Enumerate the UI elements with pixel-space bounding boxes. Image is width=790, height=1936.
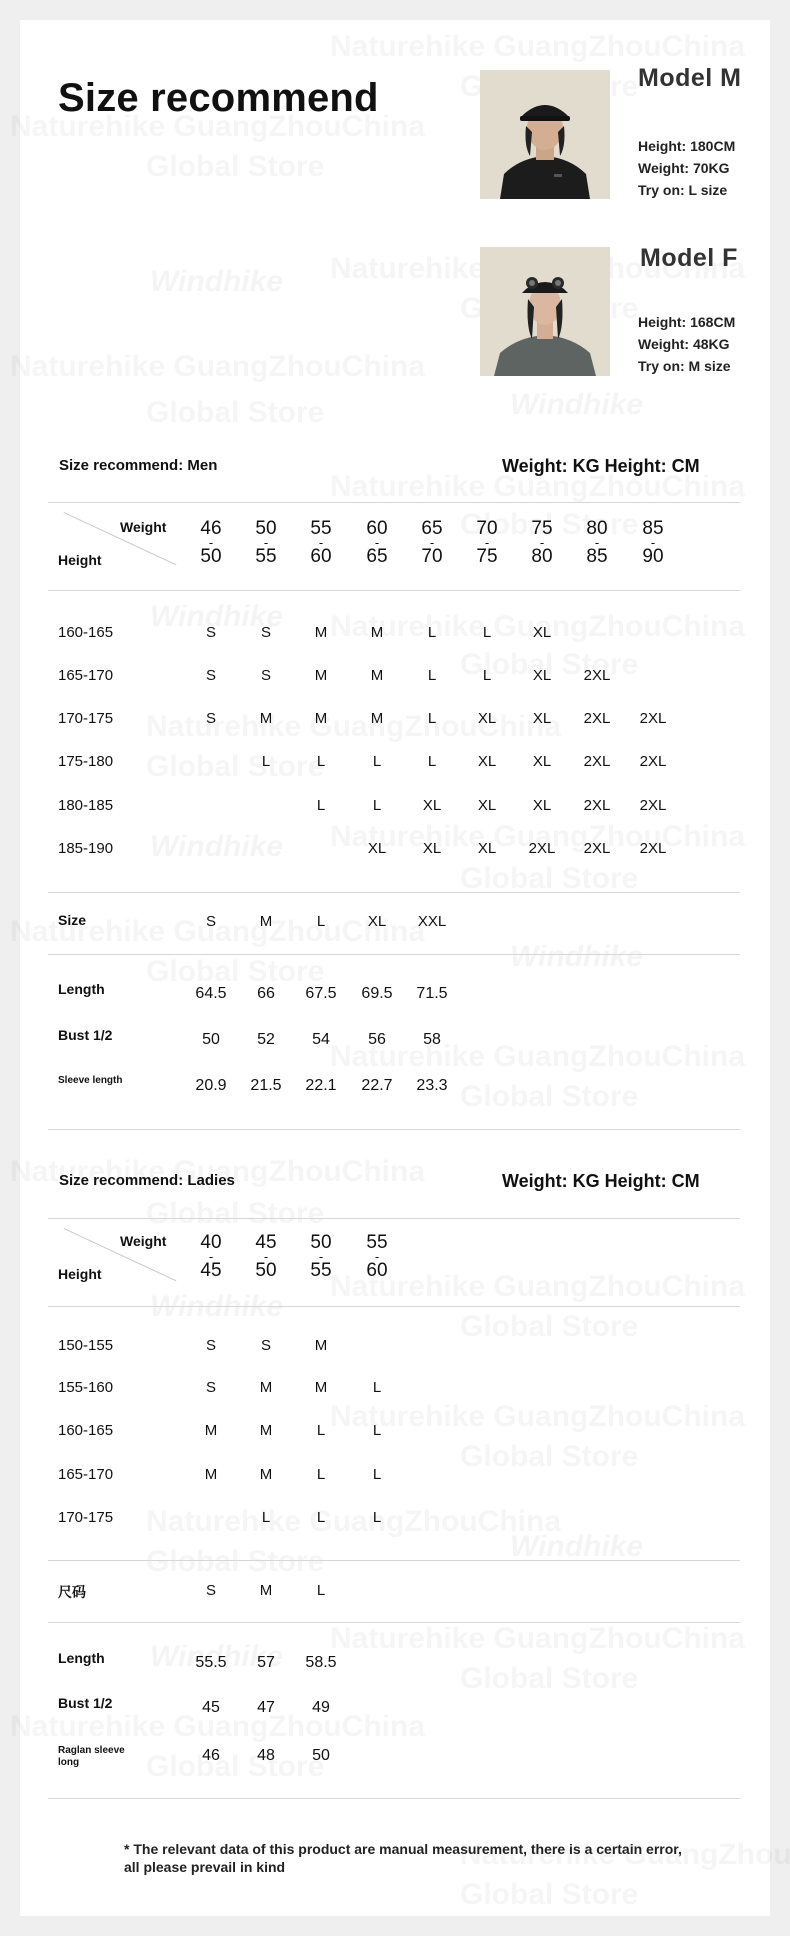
weight-range-to: 70 xyxy=(421,546,443,567)
weight-range-from: 50 xyxy=(255,518,277,539)
weight-range-to: 50 xyxy=(200,546,222,567)
size-cell: L xyxy=(427,710,437,727)
size-cell: S xyxy=(205,667,216,684)
size-cell: XL xyxy=(532,667,552,684)
weight-range-to: 60 xyxy=(366,1260,388,1281)
size-cell: XL xyxy=(422,797,442,814)
size-cell: XL xyxy=(367,840,387,857)
ladies-units-label: Weight: KG Height: CM xyxy=(502,1171,700,1191)
measurement-label: Raglan sleeve long xyxy=(58,1745,125,1768)
weight-range-from: 50 xyxy=(310,1232,332,1253)
weight-range-header xyxy=(183,1234,239,1280)
size-header-cell: XXL xyxy=(417,913,447,930)
measurement-value: 57 xyxy=(257,1654,275,1671)
ladies-weight-header: Weight xyxy=(120,1233,167,1249)
weight-range-from: 46 xyxy=(200,518,222,539)
weight-range-header xyxy=(238,1234,294,1280)
weight-range-from: 70 xyxy=(476,518,498,539)
measurement-label: Bust 1/2 xyxy=(58,1027,113,1043)
weight-range-to: 75 xyxy=(476,546,498,567)
page-title: Size recommend xyxy=(58,76,379,120)
range-dash: - xyxy=(208,1249,214,1264)
size-cell: L xyxy=(372,1509,382,1526)
weight-range-to: 80 xyxy=(531,546,553,567)
weight-range-header xyxy=(625,520,681,566)
size-cell: L xyxy=(372,1422,382,1439)
weight-range-header xyxy=(569,520,625,566)
size-cell: L xyxy=(427,753,437,770)
height-range-label: 175-180 xyxy=(58,753,114,770)
measurement-value: 71.5 xyxy=(416,985,448,1002)
weight-range-header xyxy=(349,1234,405,1280)
weight-range-from: 75 xyxy=(531,518,553,539)
size-cell: M xyxy=(204,1422,218,1439)
size-cell: M xyxy=(204,1466,218,1483)
divider xyxy=(48,590,740,591)
size-cell: 2XL xyxy=(583,753,611,770)
divider xyxy=(48,502,740,503)
size-cell: M xyxy=(314,1337,328,1354)
measurement-label: Bust 1/2 xyxy=(58,1695,113,1711)
size-cell: S xyxy=(260,1337,271,1354)
size-chart-sheet xyxy=(20,20,770,1916)
measurement-value: 66 xyxy=(257,985,275,1002)
measurement-value: 47 xyxy=(257,1699,275,1716)
size-cell: L xyxy=(482,624,492,641)
model-f-weight: Weight: 48KG xyxy=(638,336,730,352)
height-range-label: 165-170 xyxy=(58,667,114,684)
size-cell: XL xyxy=(532,797,552,814)
size-cell: 2XL xyxy=(528,840,556,857)
measurement-value: 23.3 xyxy=(416,1077,448,1094)
size-cell: L xyxy=(316,1422,326,1439)
weight-range-from: 55 xyxy=(366,1232,388,1253)
size-cell: 2XL xyxy=(583,667,611,684)
weight-range-from: 45 xyxy=(255,1232,277,1253)
weight-range-from: 85 xyxy=(642,518,664,539)
weight-range-from: 60 xyxy=(366,518,388,539)
weight-range-header xyxy=(293,520,349,566)
size-cell: L xyxy=(427,624,437,641)
size-cell: 2XL xyxy=(583,840,611,857)
range-dash: - xyxy=(263,1249,269,1264)
size-cell: XL xyxy=(532,753,552,770)
size-cell: 2XL xyxy=(639,840,667,857)
measurement-value: 45 xyxy=(202,1699,220,1716)
size-cell: L xyxy=(372,1379,382,1396)
range-dash: - xyxy=(318,1249,324,1264)
measurement-value: 58.5 xyxy=(305,1654,337,1671)
height-range-label: 160-165 xyxy=(58,624,114,641)
measurement-value: 54 xyxy=(312,1031,330,1048)
measurement-value: 46 xyxy=(202,1747,220,1764)
weight-range-to: 55 xyxy=(255,546,277,567)
divider xyxy=(48,1560,740,1561)
size-header-cell: S xyxy=(205,1582,216,1599)
measurement-value: 48 xyxy=(257,1747,275,1764)
size-cell: M xyxy=(370,710,384,727)
size-cell: M xyxy=(314,624,328,641)
model-f-tryon: Try on: M size xyxy=(638,358,731,374)
weight-range-from: 40 xyxy=(200,1232,222,1253)
weight-range-header xyxy=(183,520,239,566)
weight-range-header xyxy=(349,520,405,566)
size-cell: L xyxy=(372,1466,382,1483)
weight-range-from: 55 xyxy=(310,518,332,539)
size-cell: XL xyxy=(477,710,497,727)
size-cell: XL xyxy=(477,753,497,770)
weight-range-header xyxy=(238,520,294,566)
size-cell: M xyxy=(259,710,273,727)
size-cell: M xyxy=(314,710,328,727)
height-range-label: 160-165 xyxy=(58,1422,114,1439)
divider xyxy=(48,1306,740,1307)
height-range-label: 170-175 xyxy=(58,710,114,727)
height-range-label: 150-155 xyxy=(58,1337,114,1354)
size-cell: L xyxy=(316,1466,326,1483)
size-cell: L xyxy=(372,797,382,814)
size-header-cell: S xyxy=(205,913,216,930)
size-cell: XL xyxy=(532,624,552,641)
range-dash: - xyxy=(484,535,490,550)
size-cell: XL xyxy=(422,840,442,857)
measurement-value: 55.5 xyxy=(195,1654,227,1671)
men-units-label: Weight: KG Height: CM xyxy=(502,456,700,476)
men-weight-header: Weight xyxy=(120,519,167,535)
size-cell: L xyxy=(316,797,326,814)
size-cell: S xyxy=(205,1337,216,1354)
size-cell: 2XL xyxy=(639,797,667,814)
range-dash: - xyxy=(374,1249,380,1264)
ladies-height-header: Height xyxy=(58,1266,102,1282)
ladies-size-label: 尺码 xyxy=(58,1584,86,1600)
measurement-label: Sleeve length xyxy=(58,1075,123,1086)
range-dash: - xyxy=(263,535,269,550)
measurement-value: 56 xyxy=(368,1031,386,1048)
measurement-value: 50 xyxy=(202,1031,220,1048)
range-dash: - xyxy=(594,535,600,550)
range-dash: - xyxy=(650,535,656,550)
divider xyxy=(48,1798,740,1799)
size-cell: 2XL xyxy=(639,753,667,770)
size-cell: XL xyxy=(477,797,497,814)
divider xyxy=(48,1622,740,1623)
weight-range-to: 60 xyxy=(310,546,332,567)
size-cell: M xyxy=(259,1466,273,1483)
size-cell: S xyxy=(205,624,216,641)
measurement-value: 49 xyxy=(312,1699,330,1716)
size-cell: XL xyxy=(477,840,497,857)
ladies-section-title: Size recommend: Ladies xyxy=(59,1172,235,1189)
range-dash: - xyxy=(208,535,214,550)
measurement-value: 58 xyxy=(423,1031,441,1048)
model-m-tryon: Try on: L size xyxy=(638,182,728,198)
height-range-label: 180-185 xyxy=(58,797,114,814)
size-header-cell: M xyxy=(259,1582,273,1599)
measurement-label: Length xyxy=(58,1650,105,1666)
height-range-label: 165-170 xyxy=(58,1466,114,1483)
size-cell: S xyxy=(205,1379,216,1396)
size-cell: L xyxy=(482,667,492,684)
weight-range-to: 85 xyxy=(586,546,608,567)
weight-range-to: 50 xyxy=(255,1260,277,1281)
weight-range-header xyxy=(404,520,460,566)
range-dash: - xyxy=(374,535,380,550)
divider xyxy=(48,954,740,955)
measurement-value: 67.5 xyxy=(305,985,337,1002)
measurement-value: 22.1 xyxy=(305,1077,337,1094)
size-header-cell: M xyxy=(259,913,273,930)
model-f-photo xyxy=(480,247,610,376)
weight-range-from: 80 xyxy=(586,518,608,539)
measurement-value: 20.9 xyxy=(195,1077,227,1094)
size-cell: M xyxy=(259,1379,273,1396)
size-cell: M xyxy=(259,1422,273,1439)
model-m-photo xyxy=(480,70,610,199)
size-cell: M xyxy=(370,667,384,684)
size-cell: 2XL xyxy=(583,797,611,814)
size-header-cell: L xyxy=(316,913,326,930)
measurement-label: Length xyxy=(58,981,105,997)
size-cell: S xyxy=(260,624,271,641)
measurement-value: 50 xyxy=(312,1747,330,1764)
size-cell: L xyxy=(261,753,271,770)
size-header-cell: L xyxy=(316,1582,326,1599)
men-height-header: Height xyxy=(58,552,102,568)
measurement-note: * The relevant data of this product are manual measurement, there is a certain error, all please prevail in kind xyxy=(124,1841,682,1875)
measurement-value: 69.5 xyxy=(361,985,393,1002)
size-cell: 2XL xyxy=(639,710,667,727)
model-f-name: Model F xyxy=(640,244,738,272)
weight-range-from: 65 xyxy=(421,518,443,539)
size-cell: L xyxy=(261,1509,271,1526)
men-section-title: Size recommend: Men xyxy=(59,457,218,474)
height-range-label: 185-190 xyxy=(58,840,114,857)
divider xyxy=(48,892,740,893)
measurement-value: 21.5 xyxy=(250,1077,282,1094)
size-cell: XL xyxy=(532,710,552,727)
range-dash: - xyxy=(318,535,324,550)
weight-range-header xyxy=(514,520,570,566)
weight-range-to: 55 xyxy=(310,1260,332,1281)
size-cell: L xyxy=(316,1509,326,1526)
size-cell: 2XL xyxy=(583,710,611,727)
weight-range-to: 90 xyxy=(642,546,664,567)
size-cell: M xyxy=(370,624,384,641)
weight-range-header xyxy=(459,520,515,566)
model-f-height: Height: 168CM xyxy=(638,314,736,330)
model-m-height: Height: 180CM xyxy=(638,138,736,154)
weight-range-header xyxy=(293,1234,349,1280)
range-dash: - xyxy=(429,535,435,550)
model-m-name: Model M xyxy=(638,64,742,92)
size-cell: L xyxy=(427,667,437,684)
measurement-value: 64.5 xyxy=(195,985,227,1002)
height-range-label: 155-160 xyxy=(58,1379,114,1396)
height-range-label: 170-175 xyxy=(58,1509,114,1526)
divider xyxy=(48,1129,740,1130)
weight-range-to: 65 xyxy=(366,546,388,567)
weight-range-to: 45 xyxy=(200,1260,222,1281)
model-m-weight: Weight: 70KG xyxy=(638,160,730,176)
size-cell: M xyxy=(314,1379,328,1396)
size-cell: L xyxy=(372,753,382,770)
size-cell: L xyxy=(316,753,326,770)
range-dash: - xyxy=(539,535,545,550)
size-cell: S xyxy=(205,710,216,727)
measurement-value: 52 xyxy=(257,1031,275,1048)
men-size-label: Size xyxy=(58,912,87,928)
divider xyxy=(48,1218,740,1219)
size-header-cell: XL xyxy=(367,913,387,930)
measurement-value: 22.7 xyxy=(361,1077,393,1094)
size-cell: M xyxy=(314,667,328,684)
size-cell: S xyxy=(260,667,271,684)
